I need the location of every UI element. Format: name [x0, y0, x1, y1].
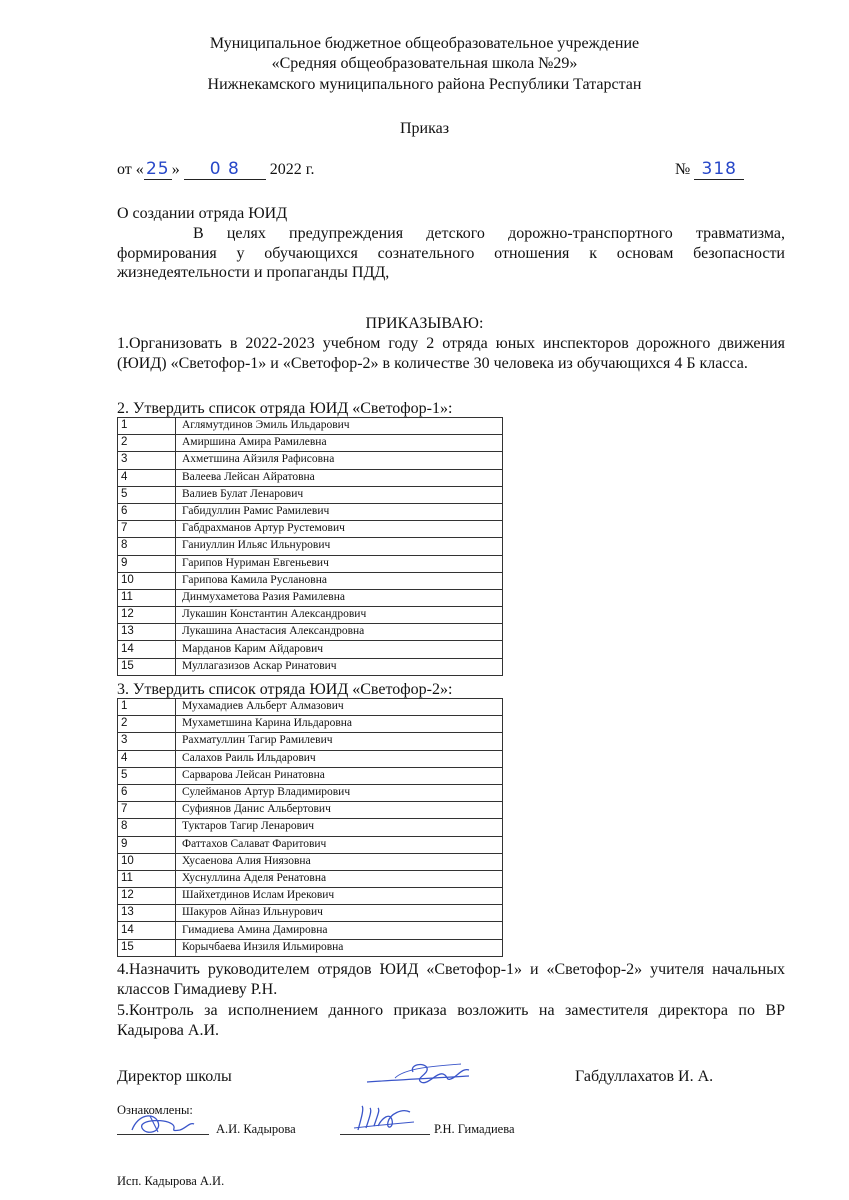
order-date — [117, 160, 315, 180]
institution-name-line1: Муниципальное бюджетное общеобразовательное учреждение — [209, 35, 640, 52]
table-row — [118, 538, 503, 555]
executor-note: Исп. Кадырова А.И. — [117, 1174, 225, 1188]
student-name: Салахов Раиль Ильдарович — [176, 750, 503, 767]
student-name: Ганиуллин Ильяс Ильнурович — [176, 538, 503, 555]
student-name: Гарипова Камила Руслановна — [176, 572, 503, 589]
row-number: 13 — [118, 905, 176, 922]
row-number: 4 — [118, 750, 176, 767]
student-name: Аглямутдинов Эмиль Ильдарович — [176, 418, 503, 435]
date-day: 25 — [144, 160, 172, 180]
row-number: 3 — [118, 733, 176, 750]
table-row — [118, 555, 503, 572]
institution-name-line3: Нижнекамского муниципального района Республики Татарстан — [207, 76, 642, 93]
date-year: 2022 г. — [269, 161, 315, 178]
table-row — [118, 435, 503, 452]
row-number: 15 — [118, 939, 176, 956]
row-number: 6 — [118, 784, 176, 801]
student-name: Туктаров Тагир Ленарович — [176, 819, 503, 836]
table-row — [118, 699, 503, 716]
row-number: 9 — [118, 555, 176, 572]
table-row — [118, 733, 503, 750]
order-item-5: 5.Контроль за исполнением данного приказа возложить на заместителя директора по ВР Кадырова А.И. — [117, 1002, 785, 1039]
order-subject: О создании отряда ЮИД — [117, 205, 288, 222]
row-number: 12 — [118, 888, 176, 905]
student-name: Сулейманов Артур Владимирович — [176, 784, 503, 801]
acknowledged-person-1: А.И. Кадырова — [216, 1122, 296, 1136]
student-name: Габдрахманов Артур Рустемович — [176, 521, 503, 538]
gimadieva-signature-icon — [352, 1102, 422, 1136]
student-name: Муллагазизов Аскар Ринатович — [176, 658, 503, 675]
student-name: Фаттахов Салават Фаритович — [176, 836, 503, 853]
row-number: 8 — [118, 538, 176, 555]
row-number: 5 — [118, 767, 176, 784]
document-type: Приказ — [399, 120, 450, 137]
order-heading: ПРИКАЗЫВАЮ: — [365, 315, 484, 332]
student-name: Рахматуллин Тагир Рамилевич — [176, 733, 503, 750]
row-number: 5 — [118, 486, 176, 503]
table-row — [118, 624, 503, 641]
row-number: 6 — [118, 503, 176, 520]
acknowledged-label: Ознакомлены: — [117, 1103, 193, 1117]
row-number: 10 — [118, 853, 176, 870]
table-row — [118, 939, 503, 956]
row-number: 11 — [118, 589, 176, 606]
table-row — [118, 802, 503, 819]
preamble: В целях предупреждения детского дорожно-транспортного травматизма, формирования у обучающихся сознательного отношения к основам безопасности жизнедеятельности и пропаганды ПДД, — [117, 225, 785, 281]
table-row — [118, 836, 503, 853]
row-number: 3 — [118, 452, 176, 469]
order-item-1: 1.Организовать в 2022-2023 учебном году 2 отряда юных инспекторов дорожного движения (ЮИД) «Светофор-1» и «Светофор-2» в количестве 30 человека из обучающихся 4 Б класса. — [117, 335, 785, 372]
order-item-3: 3. Утвердить список отряда ЮИД «Светофор-2»: — [117, 681, 453, 698]
student-name: Корычбаева Инзиля Ильмировна — [176, 939, 503, 956]
student-name: Амиршина Амира Рамилевна — [176, 435, 503, 452]
table-row — [118, 469, 503, 486]
student-name: Габидуллин Рамис Рамилевич — [176, 503, 503, 520]
table-row — [118, 486, 503, 503]
date-prefix: от « — [117, 161, 144, 178]
row-number: 14 — [118, 922, 176, 939]
table-row — [118, 853, 503, 870]
student-name: Сарварова Лейсан Ринатовна — [176, 767, 503, 784]
roster-table-svetofor-2 — [117, 698, 503, 957]
student-name: Марданов Карим Айдарович — [176, 641, 503, 658]
student-name: Шайхетдинов Ислам Ирекович — [176, 888, 503, 905]
student-name: Мухаметшина Карина Ильдаровна — [176, 716, 503, 733]
student-name: Суфиянов Данис Альбертович — [176, 802, 503, 819]
order-item-4: 4.Назначить руководителем отрядов ЮИД «Светофор-1» и «Светофор-2» учителя начальных классов Гимадиеву Р.Н. — [117, 961, 785, 998]
table-row — [118, 589, 503, 606]
table-row — [118, 607, 503, 624]
row-number: 13 — [118, 624, 176, 641]
table-row — [118, 572, 503, 589]
table-row — [118, 503, 503, 520]
student-name: Лукашин Константин Александрович — [176, 607, 503, 624]
student-name: Мухамадиев Альберт Алмазович — [176, 699, 503, 716]
student-name: Хуснуллина Аделя Ренатовна — [176, 870, 503, 887]
order-item-2: 2. Утвердить список отряда ЮИД «Светофор-1»: — [117, 400, 453, 417]
row-number: 7 — [118, 802, 176, 819]
row-number: 1 — [118, 418, 176, 435]
table-row — [118, 888, 503, 905]
table-row — [118, 905, 503, 922]
table-row — [118, 922, 503, 939]
number-value: 318 — [694, 160, 744, 180]
acknowledged-person-2: Р.Н. Гимадиева — [434, 1122, 515, 1136]
institution-name-line2: «Средняя общеобразовательная школа №29» — [271, 55, 578, 72]
table-row — [118, 767, 503, 784]
table-row — [118, 819, 503, 836]
order-number — [675, 160, 744, 180]
row-number: 15 — [118, 658, 176, 675]
row-number: 14 — [118, 641, 176, 658]
student-name: Лукашина Анастасия Александровна — [176, 624, 503, 641]
director-title: Директор школы — [117, 1068, 232, 1085]
table-row — [118, 870, 503, 887]
row-number: 1 — [118, 699, 176, 716]
row-number: 10 — [118, 572, 176, 589]
date-mid: » — [171, 161, 180, 178]
row-number: 7 — [118, 521, 176, 538]
table-row — [118, 784, 503, 801]
row-number: 4 — [118, 469, 176, 486]
director-name: Габдуллахатов И. А. — [575, 1068, 714, 1085]
table-row — [118, 521, 503, 538]
kadyrova-signature-icon — [128, 1108, 198, 1138]
date-month: 0 8 — [184, 160, 266, 180]
student-name: Гарипов Нуриман Евгеньевич — [176, 555, 503, 572]
table-row — [118, 418, 503, 435]
student-name: Гимадиева Амина Дамировна — [176, 922, 503, 939]
row-number: 9 — [118, 836, 176, 853]
table-row — [118, 750, 503, 767]
table-row — [118, 452, 503, 469]
student-name: Валеева Лейсан Айратовна — [176, 469, 503, 486]
row-number: 8 — [118, 819, 176, 836]
student-name: Хусаенова Алия Ниязовна — [176, 853, 503, 870]
student-name: Ахметшина Айзиля Рафисовна — [176, 452, 503, 469]
row-number: 2 — [118, 716, 176, 733]
student-name: Шакуров Айназ Ильнурович — [176, 905, 503, 922]
table-row — [118, 716, 503, 733]
row-number: 2 — [118, 435, 176, 452]
table-row — [118, 641, 503, 658]
student-name: Валиев Булат Ленарович — [176, 486, 503, 503]
director-signature-icon — [365, 1058, 475, 1090]
student-name: Динмухаметова Разия Рамилевна — [176, 589, 503, 606]
row-number: 11 — [118, 870, 176, 887]
row-number: 12 — [118, 607, 176, 624]
table-row — [118, 658, 503, 675]
number-label: № — [675, 161, 691, 178]
roster-table-svetofor-1 — [117, 417, 503, 676]
